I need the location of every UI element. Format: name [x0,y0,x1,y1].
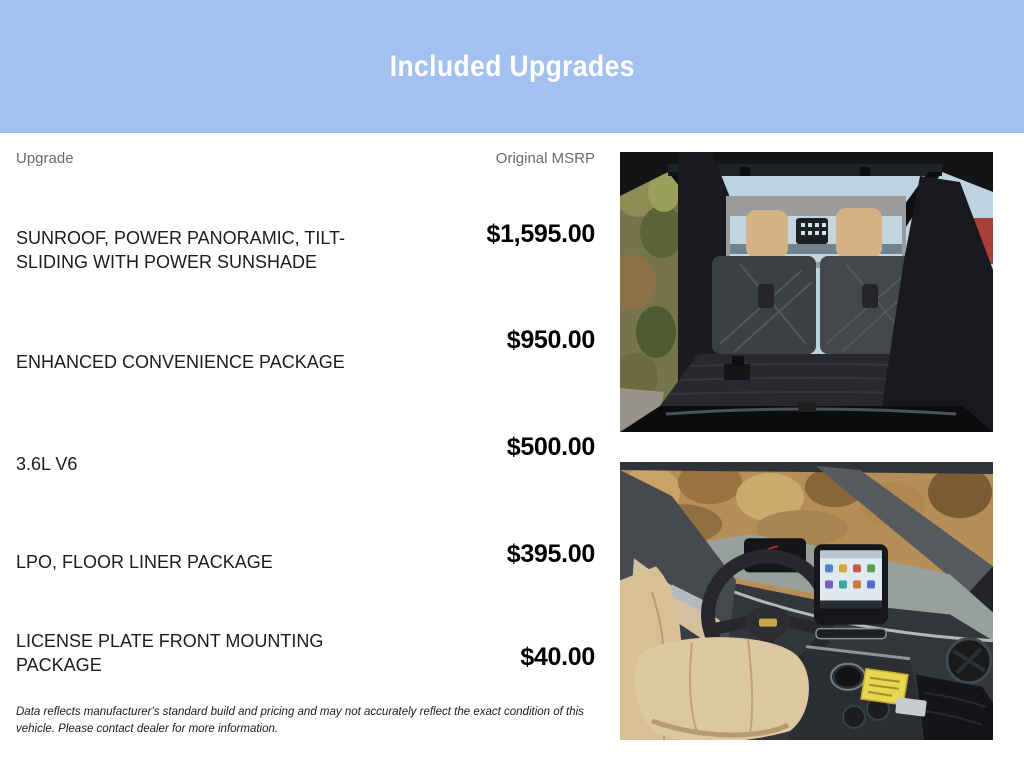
upgrade-name: SUNROOF, POWER PANORAMIC, TILT-SLIDING WITH POWER SUNSHADE [16,228,346,272]
rear-bumper-sill [620,402,993,432]
table-row [16,190,595,310]
seatback-liners [712,256,920,354]
upgrade-name: 3.6L V6 [16,454,78,474]
cargo-area-illustration [620,152,993,432]
interior-illustration [620,462,993,740]
touchscreen [814,544,888,638]
column-header-upgrade: Upgrade [16,150,74,167]
side-air-vent [947,639,991,683]
upgrade-name: LICENSE PLATE FRONT MOUNTING PACKAGE [16,631,324,675]
table-row [16,610,595,696]
disclaimer-text: Data reflects manufacturer's standard build and pricing and may not accurately reflect the exact condition of this vehicle. Please contact dealer for more information. [16,706,584,735]
banner [0,0,1024,133]
upgrades-table [16,150,595,696]
headrest-left [746,210,788,258]
cargo-area-photo [620,152,993,432]
table-row [16,414,595,514]
gear-shifter [835,667,861,687]
column-header-msrp: Original MSRP [495,150,595,167]
upgrade-name: ENHANCED CONVENIENCE PACKAGE [16,352,345,372]
upgrade-price: $500.00 [506,432,595,461]
front-interior-photo [620,462,993,740]
table-row [16,514,595,610]
chevrolet-bowtie-emblem [759,619,777,627]
infotainment-screen-rear-view [796,218,828,244]
table-header-row [16,150,595,190]
upgrade-price: $1,595.00 [486,219,595,248]
upgrade-price: $40.00 [520,642,595,671]
upgrade-price: $950.00 [506,325,595,354]
page-title: Included Upgrades [389,49,635,83]
upgrade-price: $395.00 [506,539,595,568]
table-row [16,310,595,414]
upgrade-name: LPO, FLOOR LINER PACKAGE [16,552,273,572]
headrest-right [836,208,882,258]
